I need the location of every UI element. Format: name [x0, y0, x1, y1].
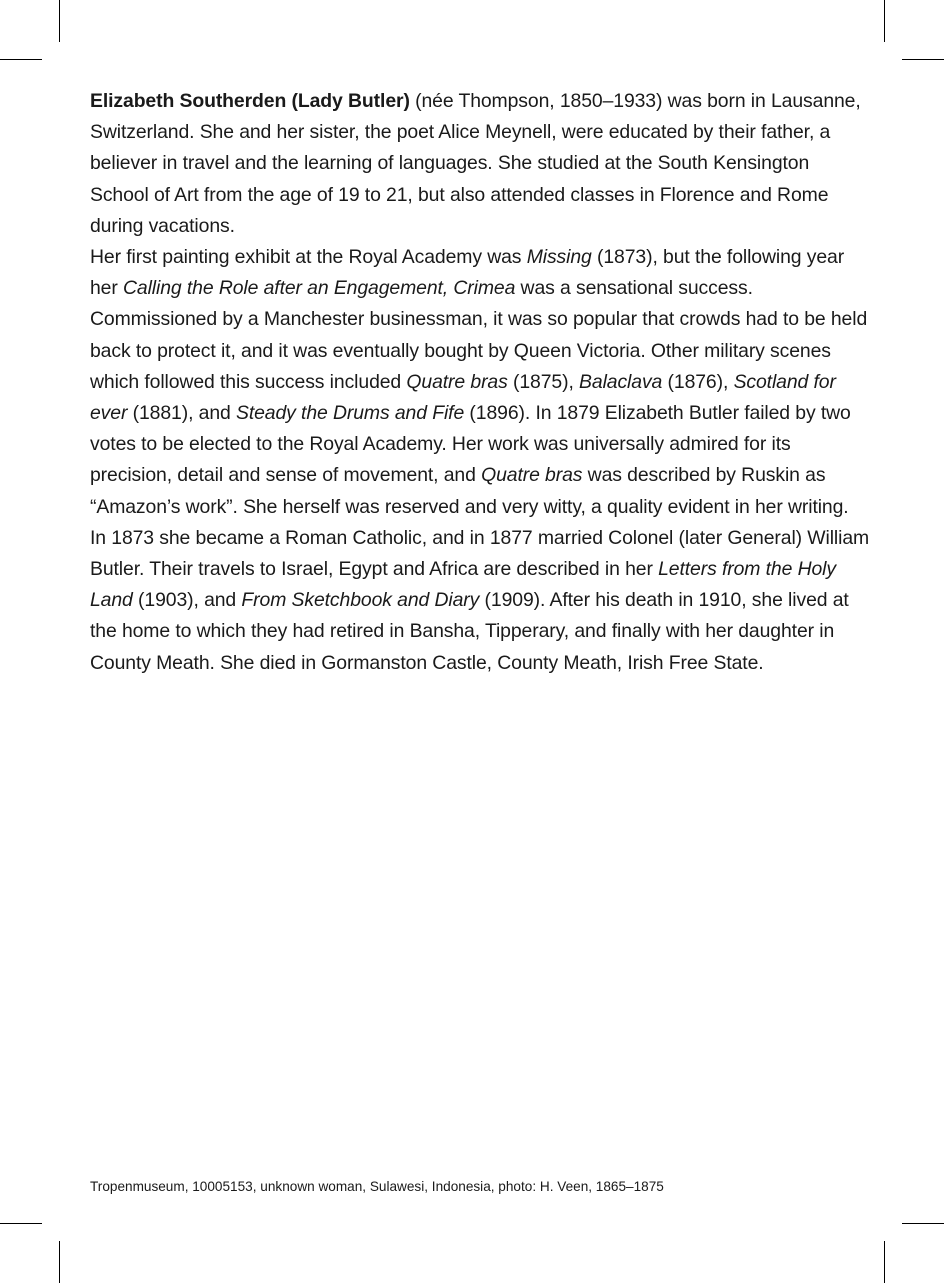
- bio-text: was a sensational success. Commissioned by a Manchester businessman, it was so popular that crowds had to be held back to protect it, and it was eventually bought by Queen Victoria. Other military scenes which followed this success included: [90, 277, 868, 393]
- book-title: Letters from the Holy Land: [90, 558, 836, 612]
- artwork-title: Quatre bras: [406, 370, 508, 393]
- bio-text: (1875),: [507, 370, 580, 393]
- artist-name: Elizabeth Southerden (Lady Butler): [90, 90, 410, 112]
- bio-text: (née Thompson, 1850–1933) was born in Lausanne, Switzerland. She and her sister, the poet Alice Meynell, were educated by their father, a believer in travel and the learning of languages. She studied at the South Kensington School of Art from the age of 19 to 21, but also attended classes in Florence and Rome during vacations.: [90, 90, 861, 237]
- bio-paragraph-2: [90, 242, 870, 523]
- book-title: From Sketchbook and Diary: [241, 589, 480, 612]
- artwork-title: Missing: [526, 246, 592, 269]
- crop-mark: [884, 1241, 885, 1283]
- bio-text: (1903), and: [132, 589, 242, 612]
- photo-caption: Tropenmuseum, 10005153, unknown woman, Sulawesi, Indonesia, photo: H. Veen, 1865–1875: [90, 1179, 664, 1194]
- bio-text: Her first painting exhibit at the Royal Academy was: [90, 246, 527, 269]
- bio-text: (1909). After his death in 1910, she lived at the home to which they had retired in Bansha, Tipperary, and finally with her daughter in County Meath. She died in Gormanston Castle, County Meath, Irish Free State.: [90, 589, 849, 674]
- artwork-title: Steady the Drums and Fife: [235, 402, 465, 425]
- bio-paragraph-3: [90, 523, 870, 679]
- crop-mark: [0, 59, 42, 60]
- bio-text: was described by Ruskin as “Amazon’s work”. She herself was reserved and very witty, a quality evident in her writing.: [90, 464, 849, 518]
- crop-mark: [59, 0, 60, 42]
- bio-paragraph-1: [90, 86, 870, 242]
- crop-mark: [0, 1223, 42, 1224]
- biography-text: [90, 86, 870, 679]
- artwork-title: Quatre bras: [481, 464, 583, 487]
- crop-mark: [902, 59, 944, 60]
- crop-mark: [884, 0, 885, 42]
- bio-text: (1873), but the following year her: [90, 246, 845, 300]
- artwork-title: Balaclava: [579, 370, 663, 393]
- artwork-title: Scotland for ever: [90, 370, 836, 425]
- bio-text: (1896). In 1879 Elizabeth Butler failed by two votes to be elected to the Royal Academy. Her work was universally admired for its precision, detail and sense of movement, and: [90, 402, 851, 487]
- artwork-title: Calling the Role after an Engagement, Crimea: [123, 277, 516, 300]
- bio-text: (1881), and: [127, 402, 236, 425]
- crop-mark: [902, 1223, 944, 1224]
- bio-text: (1876),: [662, 370, 734, 393]
- bio-text: In 1873 she became a Roman Catholic, and in 1877 married Colonel (later General) William Butler. Their travels to Israel, Egypt and Africa are described in her: [90, 526, 870, 581]
- crop-mark: [59, 1241, 60, 1283]
